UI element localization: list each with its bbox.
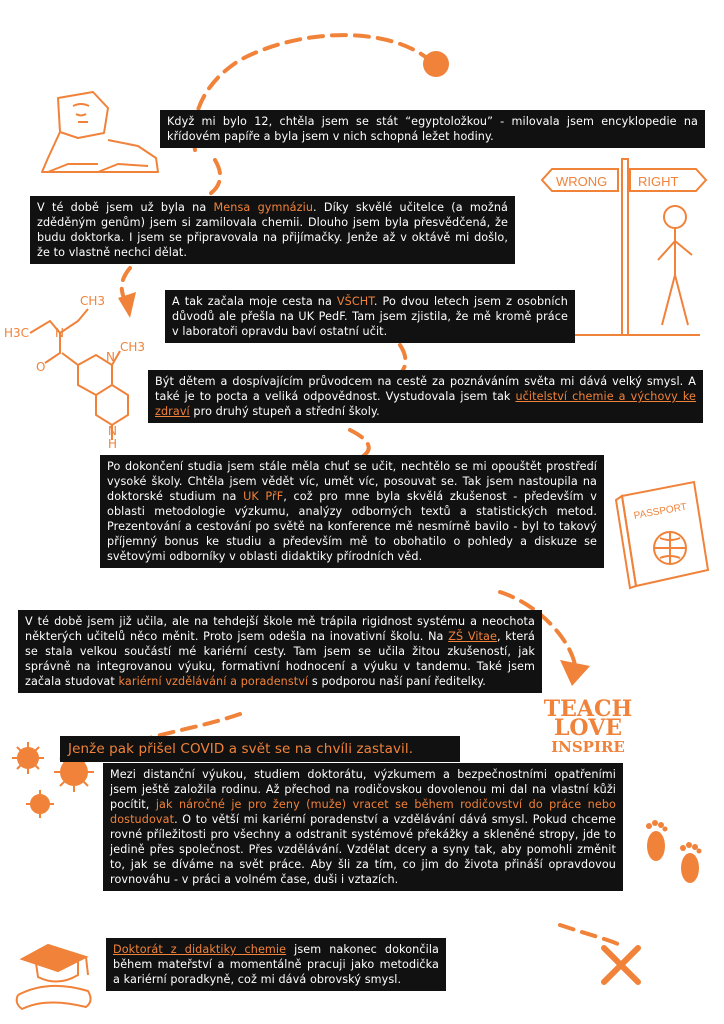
signpost-wrong-label: WRONG [556, 174, 608, 189]
story-block-gymnasium [30, 196, 515, 264]
highlight-vscht: VŠCHT [336, 295, 374, 308]
text-segment: . Po dvou letech jsem z osobních důvodů ale přešla na UK PedF. Tam jsem zjistila, že mě kromě práce v laboratoři opravdu baví ostatní učit. [172, 295, 568, 338]
text-segment: s podporou naší paní ředitelky. [308, 675, 486, 688]
molecule-label-n3: N [108, 424, 117, 438]
story-block-covid [60, 736, 460, 762]
text-segment: Mezi distanční výukou, studiem doktorátu, výzkumem a bezpečnostními opatřeními jsem ještě založila rodinu. Až přechod na rodičovskou dovolenou mi dal na vlastní kůži pocítit, [110, 768, 616, 811]
highlight-parenthood-challenge: jak náročné je pro ženy (muže) vracet se během rodičovství do práce nebo dostudovat [110, 798, 616, 826]
logo-line-love: LOVE [553, 715, 623, 741]
text-segment: A tak začala moje cesta na [172, 295, 337, 308]
story-text [172, 294, 568, 339]
text-segment: V té době jsem již učila, ale na tehdejší škole mě trápila rigidnost systému a neochota některých učitelů něco měnit. Proto jsem odešla na inovativní školu. Na [25, 615, 535, 643]
footprints-icon [636, 812, 716, 892]
story-text [155, 374, 696, 419]
molecule-label-o: O [36, 360, 46, 374]
text-segment: Být dětem a dospívajícím průvodcem na cestě za poznáváním světa mi dává velký smysl. A také je to pocta a veliká odpovědnost. Vystudovala jsem tak [155, 375, 696, 403]
highlight-doctorate-didactics: Doktorát z didaktiky chemie [113, 943, 287, 956]
graduation-cap-icon [8, 935, 108, 1015]
cross-mark-icon [596, 940, 646, 990]
sphinx-icon [38, 88, 168, 178]
story-text [37, 200, 508, 260]
story-text [25, 614, 535, 689]
text-segment: , což pro mne byla skvělá zkušenost - především v oblasti metodologie výzkumu, analýzy odborných textů a statistických metod. Prezentování a cestování po světě na konference mě nesmírně bavilo - byl to takový příjemný bonus ke studiu a především mě to obohatilo o pohledy a diskuze se světovými odborníky v oblasti didaktiky přírodních věd. [107, 490, 598, 563]
molecule-label-ch3-top: CH3 [80, 294, 106, 308]
passport-label: PASSPORT [633, 501, 688, 522]
passport-icon [612, 478, 717, 593]
molecule-label-n1: N [55, 326, 64, 340]
text-segment: V té době jsem už byla na [37, 201, 214, 214]
text-segment: , která se stala velkou součástí mé kariérní cesty. Tam jsem se učila žitou zkušeností, jak správně na integrovanou výuku, formativní hodnocení a výuku v tandemu. Také jsem začala studovat [25, 630, 535, 688]
story-text [113, 942, 439, 987]
molecule-label-ch3-right: CH3 [120, 340, 146, 354]
molecule-label-n2: N [106, 350, 115, 364]
highlight-mensa-gymnazium: Mensa gymnáziu [213, 201, 314, 214]
highlight-zs-vitae: ZŠ Vitae [448, 630, 497, 643]
story-block-zs-vitae [18, 610, 542, 693]
story-block-family [103, 763, 623, 891]
text-segment: Po dokončení studia jsem stále měla chuť se učit, nechtělo se mi opouštět prostředí vysoké školy. Chtěla jsem vědět víc, umět víc, posouvat se. Tak jsem nastoupila na doktorské studium na [107, 460, 597, 503]
story-block-doctoral [100, 455, 604, 568]
highlight-teaching-degree: učitelství chemie a výchovy ke zdraví [155, 390, 696, 418]
teach-love-inspire-logo [542, 696, 634, 757]
logo-line-inspire: INSPIRE [551, 738, 625, 756]
molecule-label-h: H [108, 437, 118, 450]
story-block-current-role [106, 938, 446, 991]
story-text: Když mi bylo 12, chtěla jsem se stát “egyptoložkou” - milovala jsem encyklopedie na křídovém papíře a byla jsem v nich schopná ležet hodiny. [167, 115, 698, 143]
text-segment: . Díky skvělé učitelce (a možná zděděným genům) jsem si zamilovala chemii. Dlouho jsem byla přesvědčená, že budu doktorka. I jsem se připravovala na přijímačky. Jenže až v oktávě mi došlo, že to vlastně nechci dělat. [37, 201, 508, 259]
highlight-uk-prf: UK PřF [243, 490, 284, 503]
molecule-label-h3c: H3C [4, 326, 30, 340]
story-block-teaching-studies [148, 370, 703, 423]
story-block-childhood [160, 110, 705, 148]
logo-line-teach: TEACH [543, 696, 633, 722]
story-text [110, 767, 616, 887]
signpost-right-label: RIGHT [638, 174, 679, 189]
highlight-career-education: kariérní vzdělávání a poradenství [118, 675, 309, 688]
story-block-vscht [165, 290, 575, 343]
text-segment: pro druhý stupeň a střední školy. [189, 405, 380, 418]
molecule-icon [0, 285, 150, 450]
text-segment: . O to větší mi kariérní poradenství a vzdělávání dává smysl. Pokud chceme rovné příležitosti pro všechny a odstranit systémové překážky a skleněné stropy, jde to jedině přes společnost. Přes vzdělávání. Vzdělat dcery a syny tak, aby pomohli změnit to, jak se díváme na svět práce. Aby šli za tím, co jim do života přináší opravdovou rovnováhu - v práci a volném čase, duši i vztazích. [110, 813, 616, 886]
covid-heading: Jenže pak přišel COVID a svět se na chvíli zastavil. [68, 741, 414, 757]
story-text [107, 459, 597, 564]
text-segment: jsem nakonec dokončila během mateřství a momentálně pracuji jako metodička a kariérní poradkyně, což mi dává obrovský smysl. [113, 943, 439, 986]
